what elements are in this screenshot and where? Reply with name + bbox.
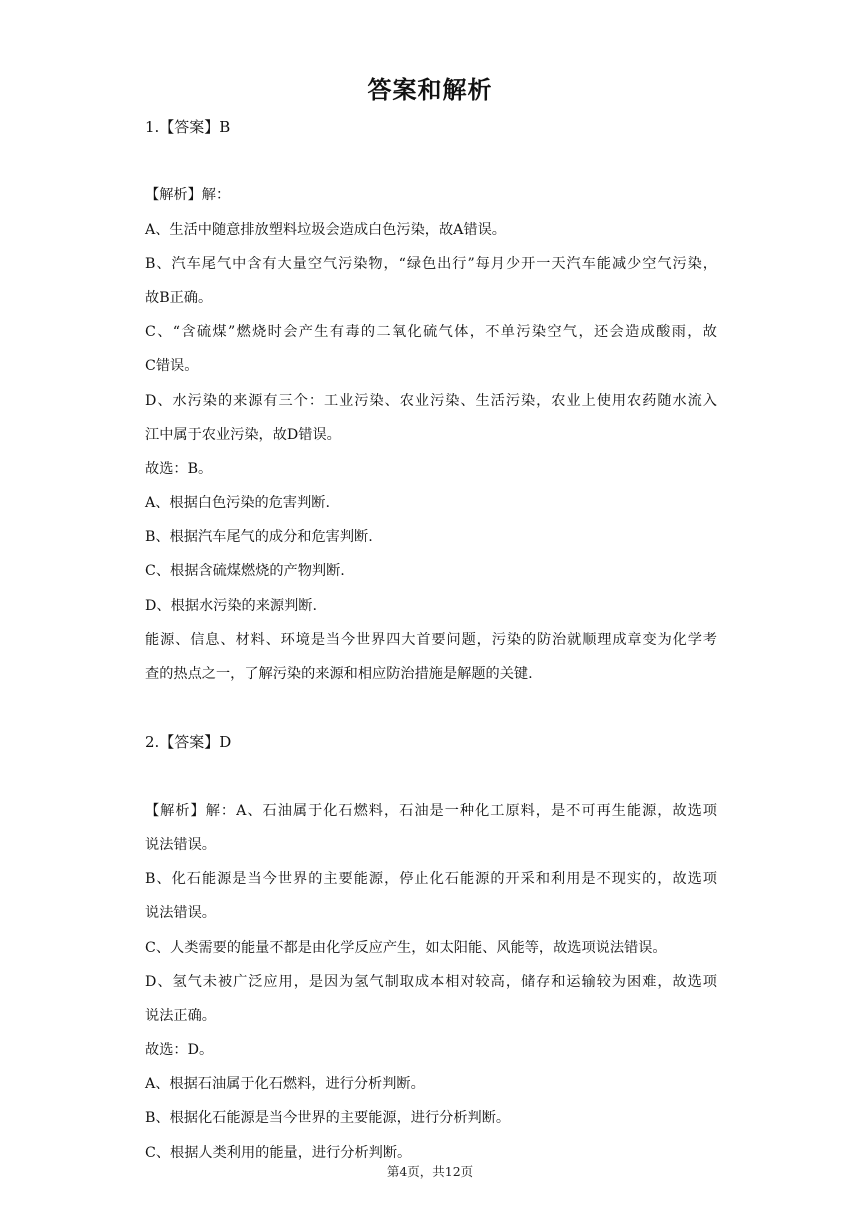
q1-line: D、水污染的来源有三个：工业污染、农业污染、生活污染，农业上使用农药随水流入 bbox=[145, 392, 717, 409]
q1-line: A、根据白色污染的危害判断. bbox=[145, 495, 331, 512]
q1-line: B、根据汽车尾气的成分和危害判断. bbox=[145, 529, 373, 546]
page-footer: 第4页，共12页 bbox=[386, 1164, 474, 1179]
q2-line: C、人类需要的能量不都是由化学反应产生，如太阳能、风能等，故选项说法错误。 bbox=[145, 939, 667, 956]
q2-answer: 2.【答案】D bbox=[145, 733, 232, 752]
q1-answer: 1.【答案】B bbox=[145, 118, 231, 136]
q2-line: 故选：D。 bbox=[145, 1042, 214, 1059]
q1-line: D、根据水污染的来源判断. bbox=[145, 597, 317, 614]
q1-line: C、根据含硫煤燃烧的产物判断. bbox=[145, 563, 345, 580]
q1-line: 查的热点之一，了解污染的来源和相应防治措施是解题的关键. bbox=[145, 666, 533, 682]
q2-line: D、氢气未被广泛应用，是因为氢气制取成本相对较高，储存和运输较为困难，故选项 bbox=[145, 973, 717, 990]
q1-line: 能源、信息、材料、环境是当今世界四大首要问题，污染的防治就顺理成章变为化学考 bbox=[145, 631, 717, 648]
q2-line: 【解析】解：A、石油属于化石燃料，石油是一种化工原料，是不可再生能源，故选项 bbox=[145, 802, 717, 819]
q1-line: C错误。 bbox=[145, 358, 199, 375]
q2-line: 说法正确。 bbox=[145, 1007, 216, 1024]
q2-line: 说法错误。 bbox=[145, 836, 216, 853]
q1-line: A、生活中随意排放塑料垃圾会造成白色污染，故A错误。 bbox=[145, 221, 506, 238]
spacer bbox=[145, 691, 717, 725]
page-title: 答案和解析 bbox=[367, 75, 493, 104]
q1-line: 故B正确。 bbox=[145, 289, 213, 306]
q1-line: C、“含硫煤”燃烧时会产生有毒的二氧化硫气体，不单污染空气，还会造成酸雨，故 bbox=[145, 324, 717, 341]
q1-analysis-label: 【解析】解： bbox=[145, 187, 231, 204]
spacer bbox=[145, 144, 717, 178]
q2-line: 说法错误。 bbox=[145, 905, 216, 922]
q1-line: 故选：B。 bbox=[145, 460, 213, 477]
q1-line: 江中属于农业污染，故D错误。 bbox=[145, 426, 341, 443]
q2-line: B、根据化石能源是当今世界的主要能源，进行分析判断。 bbox=[145, 1110, 511, 1127]
q2-line: C、根据人类利用的能量，进行分析判断。 bbox=[145, 1144, 412, 1161]
q2-line: A、根据石油属于化石燃料，进行分析判断。 bbox=[145, 1076, 425, 1093]
q2-line: B、化石能源是当今世界的主要能源，停止化石能源的开采和利用是不现实的，故选项 bbox=[145, 871, 717, 888]
q1-line: B、汽车尾气中含有大量空气污染物，“绿色出行”每月少开一天汽车能减少空气污染， bbox=[145, 255, 717, 272]
spacer bbox=[145, 760, 717, 794]
document-body bbox=[145, 110, 717, 1170]
